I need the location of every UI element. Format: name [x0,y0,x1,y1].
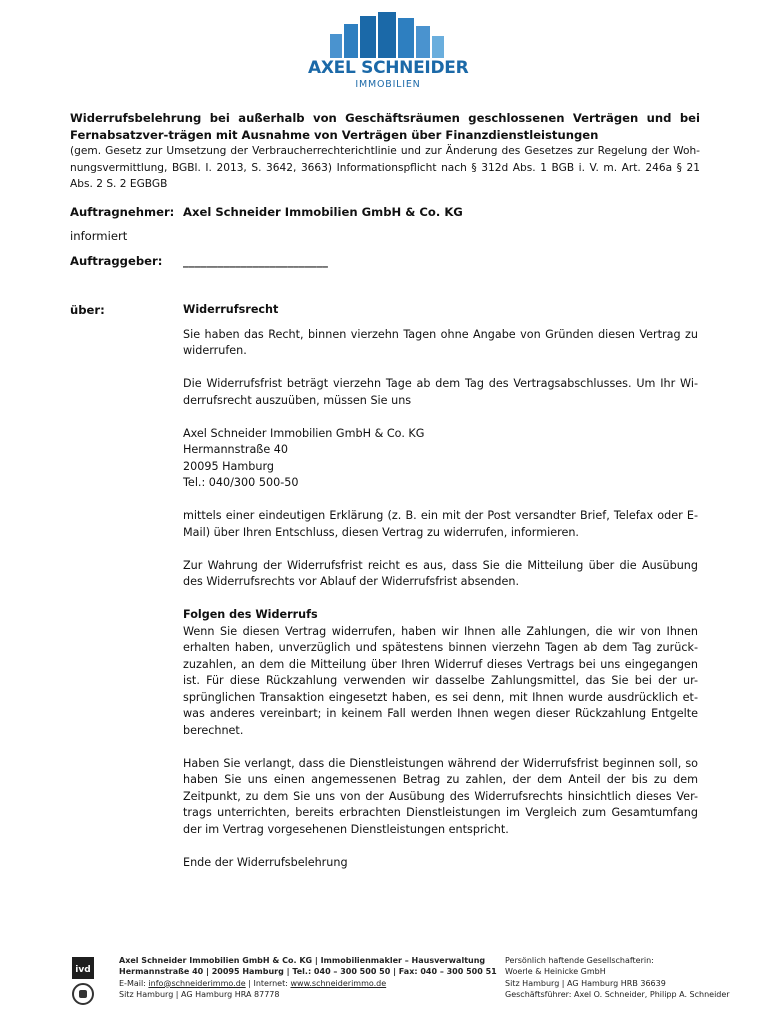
section-title: Widerrufsrecht [183,303,279,316]
paragraph-services: Haben Sie verlangt, dass die Dienstleistungen während der Widerrufsfrist beginnen soll, so haben Sie uns einen angemessenen Betrag zu zahlen, der dem Anteil der bis zu dem Zeitpunkt, zu dem Sie uns von der Ausübung des Widerrufsrechts hinsichtlich dieses Ver-trags unterrichten, bereits erbrachten Dienstleistungen im Vergleich zum Gesamtumfang der im Vertrag vorgesehenen Dienstleistungen entspricht. [183,756,698,836]
logo-subtitle: IMMOBILIEN [355,79,421,90]
email-prefix: E-Mail: [119,978,149,988]
ivd-logo: ivd [72,957,94,979]
company-logo [308,10,468,90]
website-link[interactable]: www.schneiderimmo.de [290,978,387,988]
informs-text: informiert [70,229,128,243]
end-note: Ende der Widerrufsbelehrung [183,855,348,869]
consequences-title: Folgen des Widerrufs [183,608,318,621]
about-label: über: [70,303,105,317]
document-subtitle: (gem. Gesetz zur Umsetzung der Verbraucherrechterichtlinie und zur Änderung des Gesetzes zur Regelung der Woh-nungsvermittlung, BGBl. I. 2013, S. 3642, 3663) Informationspflicht nach § 312d Abs. 1 BGB i. V. m. Art. 246a § 21 Abs. 2 S. 2 EGBGB [70,145,700,190]
address-line: Axel Schneider Immobilien GmbH & Co. KG [183,426,425,440]
address-line: Hermannstraße 40 [183,443,289,456]
document-heading [70,110,700,193]
address-block [183,426,698,492]
footer-address: Hermannstraße 40 | 20095 Hamburg | Tel.: 040 – 300 500 50 | Fax: 040 – 300 500 51 [119,967,497,977]
footer-partner-name: Woerle & Heinicke GmbH [505,967,606,977]
logo-wordmark: AXEL SCHNEIDER [308,58,469,78]
contractor-value: Axel Schneider Immobilien GmbH & Co. KG [183,205,463,219]
withdrawal-body [183,302,698,871]
footer-managing-directors: Geschäftsführer: Axel O. Schneider, Philipp A. Schneider [505,989,730,999]
document-title: Widerrufsbelehrung bei außerhalb von Geschäftsräumen geschlossenen Verträgen und bei Fernabsatzver-trägen mit Ausnahme von Verträgen über Finanzdienstleistungen [70,111,700,142]
contractor-label: Auftragnehmer: [70,205,175,219]
paragraph-deadline: Die Widerrufsfrist beträgt vierzehn Tage ab dem Tag des Vertragsabschlusses. Um Ihr Wi-derrufsrecht auszuüben, müssen Sie uns [183,377,698,407]
footer-company-name: Axel Schneider Immobilien GmbH & Co. KG | Immobilienmakler – Hausverwaltung [119,956,486,965]
footer-partner-label: Persönlich haftende Gesellschafterin: [505,956,654,965]
page-footer [0,955,770,1015]
email-link[interactable]: info@schneiderimmo.de [148,978,246,988]
internet-prefix: | Internet: [245,978,291,988]
paragraph-declaration: mittels einer eindeutigen Erklärung (z. B. ein mit der Post versandter Brief, Telefax oder E-Mail) über Ihren Entschluss, diesen Vertrag zu widerrufen, informieren. [183,509,698,539]
footer-company-info [119,955,497,1000]
paragraph-deadline-keeping: Zur Wahrung der Widerrufsfrist reicht es aus, dass Sie die Mitteilung über die Ausübung des Widerrufsrechts vor Ablauf der Widerrufsfrist absenden. [183,558,698,588]
building-skyline-icon [308,10,468,58]
seal-icon [72,983,94,1005]
client-blank: _________________________ [183,254,328,268]
address-line: 20095 Hamburg [183,459,275,473]
footer-partner-registry: Sitz Hamburg | AG Hamburg HRB 36639 [505,978,666,988]
footer-partner-info [505,955,745,1000]
footer-contact [119,978,489,989]
paragraph-consequences: Wenn Sie diesen Vertrag widerrufen, haben wir Ihnen alle Zahlungen, die wir von Ihnen erhalten haben, unverzüglich und spätestens binnen vierzehn Tagen ab dem Tag zurück-zuzahlen, an dem die Mitteilung über Ihren Widerruf dieses Vertrags bei uns eingegangen ist. Für diese Rückzahlung verwenden wir dasselbe Zahlungsmittel, das Sie bei der ur-sprünglichen Transaktion eingesetzt haben, es sei denn, mit Ihnen wurde ausdrücklich et-was anderes vereinbart; in keinem Fall werden Ihnen wegen dieser Rückzahlung Entgelte berechnet. [183,624,698,737]
address-line: Tel.: 040/300 500-50 [183,476,299,489]
paragraph-right: Sie haben das Recht, binnen vierzehn Tagen ohne Angabe von Gründen diesen Vertrag zu widerrufen. [183,327,698,357]
client-label: Auftraggeber: [70,254,163,268]
footer-registry: Sitz Hamburg | AG Hamburg HRA 87778 [119,989,280,999]
